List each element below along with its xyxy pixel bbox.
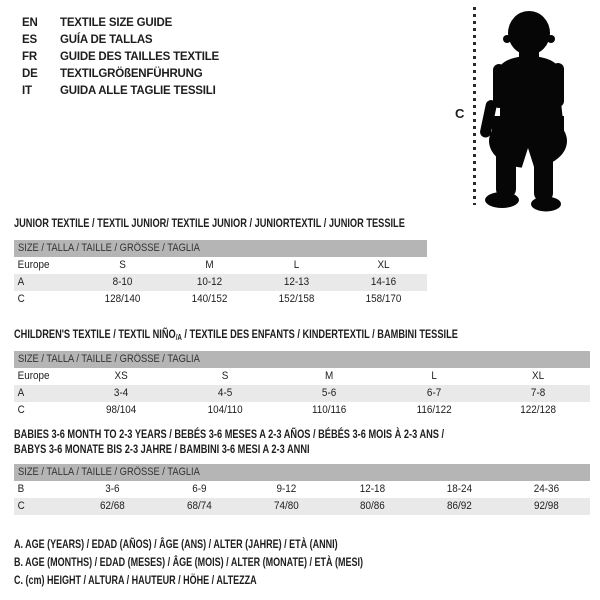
- junior-section-title: JUNIOR TEXTILE / TEXTIL JUNIOR/ TEXTILE JUNIOR / JUNIORTEXTIL / JUNIOR TESSILE: [14, 216, 405, 230]
- cell: 62/68: [100, 500, 125, 512]
- cell: 3-4: [113, 387, 129, 399]
- cell: 6-9: [192, 483, 207, 495]
- cell: 3-6: [105, 483, 120, 495]
- lang-row-de: [22, 66, 219, 83]
- row-label: A: [17, 276, 25, 288]
- junior-size-table: [14, 240, 427, 308]
- table-row-height: [14, 402, 590, 419]
- cell: XS: [114, 370, 128, 382]
- cell: 80/86: [360, 500, 386, 512]
- cell: 8-10: [112, 276, 133, 288]
- lang-code: EN: [22, 17, 38, 29]
- cell: 4-5: [218, 387, 233, 399]
- cell: 14-16: [370, 276, 397, 288]
- cell: 116/122: [416, 404, 452, 416]
- cell: 122/128: [520, 404, 556, 416]
- children-title-pre: CHILDREN'S TEXTILE / TEXTIL NIÑO: [14, 327, 176, 341]
- table-row-europe: [14, 257, 427, 274]
- cell: 12-18: [360, 483, 386, 495]
- cell: 12-13: [283, 276, 310, 288]
- height-measure-label: C: [455, 106, 465, 121]
- cell: L: [430, 370, 437, 382]
- lang-row-en: [22, 15, 219, 32]
- cell: 86/92: [447, 500, 473, 512]
- footnote-age-months: B. AGE (MONTHS) / EDAD (MESES) / ÂGE (MOIS) / ALTER (MONATE) / ETÀ (MESI): [14, 555, 363, 569]
- cell: 6-7: [426, 387, 441, 399]
- children-title-subscript: /A: [175, 333, 182, 342]
- babies-section-title-line1: BABIES 3-6 MONTH TO 2-3 YEARS / BEBÉS 3-6 MESES A 2-3 AÑOS / BÉBÉS 3-6 MOIS À 2-3 ANS /: [14, 427, 445, 441]
- row-label: Europe: [17, 370, 50, 382]
- language-header: [22, 15, 219, 100]
- cell: 9-12: [276, 483, 296, 495]
- children-title-post: / TEXTILE DES ENFANTS / KINDERTEXTIL / BAMBINI TESSILE: [181, 327, 458, 341]
- cell: 92/98: [534, 500, 559, 512]
- lang-label: GUÍA DE TALLAS: [60, 34, 153, 46]
- cell: 68/74: [186, 500, 212, 512]
- cell: 152/158: [278, 293, 315, 305]
- cell: XL: [531, 370, 544, 382]
- cell: 128/140: [104, 293, 141, 305]
- size-header-band: [14, 464, 590, 481]
- children-size-table: [14, 351, 590, 419]
- lang-label: GUIDA ALLE TAGLIE TESSILI: [60, 85, 216, 97]
- cell: S: [119, 259, 126, 271]
- table-row-europe: [14, 368, 590, 385]
- babies-section-title-line2: BABYS 3-6 MONATE BIS 2-3 JAHRE / BAMBINI 3-6 MESI A 2-3 ANNI: [14, 442, 310, 456]
- lang-row-fr: [22, 49, 219, 66]
- size-header-band: [14, 240, 427, 257]
- row-label: B: [17, 483, 25, 495]
- table-row-age: [14, 385, 590, 402]
- lang-label: TEXTILGRÖßENFÜHRUNG: [60, 68, 203, 80]
- table-row-height: [14, 291, 427, 308]
- lang-code: IT: [22, 85, 32, 97]
- table-row-months: [14, 481, 590, 498]
- lang-label: TEXTILE SIZE GUIDE: [60, 17, 173, 29]
- cell: 158/170: [365, 293, 402, 305]
- size-header-text: SIZE / TALLA / TAILLE / GRÖSSE / TAGLIA: [18, 242, 200, 254]
- cell: M: [205, 259, 214, 271]
- row-label: Europe: [17, 259, 50, 271]
- cell: 110/116: [312, 404, 347, 416]
- lang-code: FR: [22, 51, 37, 63]
- cell: 104/110: [207, 404, 243, 416]
- babies-size-table: [14, 464, 590, 515]
- row-label: A: [17, 387, 25, 399]
- lang-code: ES: [22, 34, 37, 46]
- row-label: C: [17, 293, 25, 305]
- row-label: C: [17, 500, 25, 512]
- cell: 98/104: [105, 404, 137, 416]
- size-header-text: SIZE / TALLA / TAILLE / GRÖSSE / TAGLIA: [18, 353, 200, 365]
- cell: 140/152: [191, 293, 228, 305]
- height-measure-dotted-line: [473, 7, 476, 205]
- footnote-age-years: A. AGE (YEARS) / EDAD (AÑOS) / ÂGE (ANS) / ALTER (JAHRE) / ETÀ (ANNI): [14, 537, 338, 551]
- row-label: C: [17, 404, 25, 416]
- cell: 7-8: [530, 387, 546, 399]
- table-row-height: [14, 498, 590, 515]
- lang-code: DE: [22, 68, 38, 80]
- children-section-title: [14, 327, 458, 342]
- cell: M: [325, 370, 334, 382]
- cell: 74/80: [273, 500, 299, 512]
- size-header-band: [14, 351, 590, 368]
- cell: L: [293, 259, 300, 271]
- table-row-age: [14, 274, 427, 291]
- size-header-text: SIZE / TALLA / TAILLE / GRÖSSE / TAGLIA: [18, 466, 200, 478]
- cell: 10-12: [196, 276, 223, 288]
- lang-row-it: [22, 83, 219, 100]
- cell: 18-24: [447, 483, 473, 495]
- lang-row-es: [22, 32, 219, 49]
- footnote-height-cm: C. (cm) HEIGHT / ALTURA / HAUTEUR / HÖHE / ALTEZZA: [14, 573, 257, 587]
- cell: XL: [377, 259, 390, 271]
- cell: 5-6: [322, 387, 337, 399]
- baby-silhouette-icon: [480, 8, 580, 214]
- cell: 24-36: [533, 483, 560, 495]
- cell: S: [221, 370, 229, 382]
- lang-label: GUIDE DES TAILLES TEXTILE: [60, 51, 219, 63]
